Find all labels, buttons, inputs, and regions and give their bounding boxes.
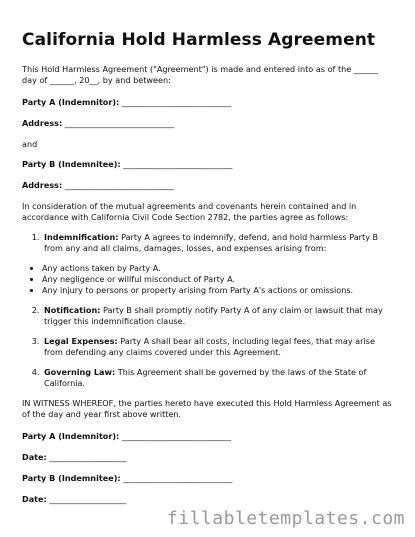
clause-text: This Agreement shall be governed by the laws of the State of California.	[44, 367, 367, 388]
party-b-field	[22, 159, 393, 170]
indemnification-bullets	[22, 263, 393, 296]
signature-b-blank[interactable]: ___________________________	[120, 473, 233, 483]
watermark-text: fillabletemplates.com	[166, 508, 405, 529]
clause-heading: Legal Expenses:	[44, 336, 118, 346]
bullet-item: • Any injury to persons or property arising from Party A's actions or omissions.	[42, 285, 393, 296]
signature-b-field	[22, 473, 393, 484]
address-1-field	[22, 118, 393, 129]
clauses-list	[22, 232, 393, 254]
clause-notification	[42, 305, 393, 327]
date-1-blank[interactable]: ___________________	[46, 452, 127, 462]
address-2-label: Address:	[22, 180, 63, 190]
clause-legal-expenses	[42, 336, 393, 358]
clause-text: Party A agrees to indemnify, defend, and hold harmless Party B from any and all claims, damages, losses, and expenses arising from:	[44, 232, 379, 253]
date-2-label: Date:	[22, 494, 47, 504]
and-text: and	[22, 139, 38, 149]
address-2-field	[22, 180, 393, 191]
clause-text: Party A shall bear all costs, including legal fees, that may arise from defending any claims covered under this Agreement.	[44, 336, 375, 357]
party-a-blank[interactable]: ___________________________	[119, 97, 232, 107]
clause-heading: Governing Law:	[44, 367, 116, 377]
party-a-field	[22, 97, 393, 108]
clause-indemnification	[42, 232, 393, 254]
address-2-blank[interactable]: ___________________________	[62, 180, 175, 190]
signature-a-label: Party A (Indemnitor):	[22, 431, 120, 441]
document-title: California Hold Harmless Agreement	[22, 30, 376, 50]
clause-text: Party B shall promptly notify Party A of any claim or lawsuit that may trigger this indemnification clause.	[44, 305, 383, 326]
address-1-blank[interactable]: ___________________________	[62, 118, 175, 128]
signature-a-field	[22, 431, 393, 442]
consideration-paragraph: In consideration of the mutual agreements and covenants herein contained and in accordance with California Civil Code Section 2782, the parties agree as follows:	[22, 201, 357, 222]
bullet-item: • Any negligence or willful misconduct of Party A.	[42, 274, 393, 285]
address-1-label: Address:	[22, 118, 63, 128]
clause-heading: Notification:	[44, 305, 101, 315]
bullet-item: • Any actions taken by Party A.	[42, 263, 393, 274]
party-b-blank[interactable]: ___________________________	[120, 159, 233, 169]
date-1-label: Date:	[22, 452, 47, 462]
intro-paragraph: This Hold Harmless Agreement ("Agreement") is made and entered into as of the ______ day of ______, 20__, by and between:	[22, 64, 379, 85]
signature-b-label: Party B (Indemnitee):	[22, 473, 121, 483]
signature-a-blank[interactable]: ___________________________	[119, 431, 232, 441]
date-2-blank[interactable]: ___________________	[46, 494, 127, 504]
clause-heading: Indemnification:	[44, 232, 119, 242]
clause-governing-law	[42, 367, 393, 389]
party-b-label: Party B (Indemnitee):	[22, 159, 121, 169]
clauses-list-continued	[22, 305, 393, 389]
date-2-field	[22, 494, 393, 505]
party-a-label: Party A (Indemnitor):	[22, 97, 120, 107]
witness-paragraph: IN WITNESS WHEREOF, the parties hereto have executed this Hold Harmless Agreement as of the day and year first above written.	[22, 398, 392, 419]
date-1-field	[22, 452, 393, 463]
